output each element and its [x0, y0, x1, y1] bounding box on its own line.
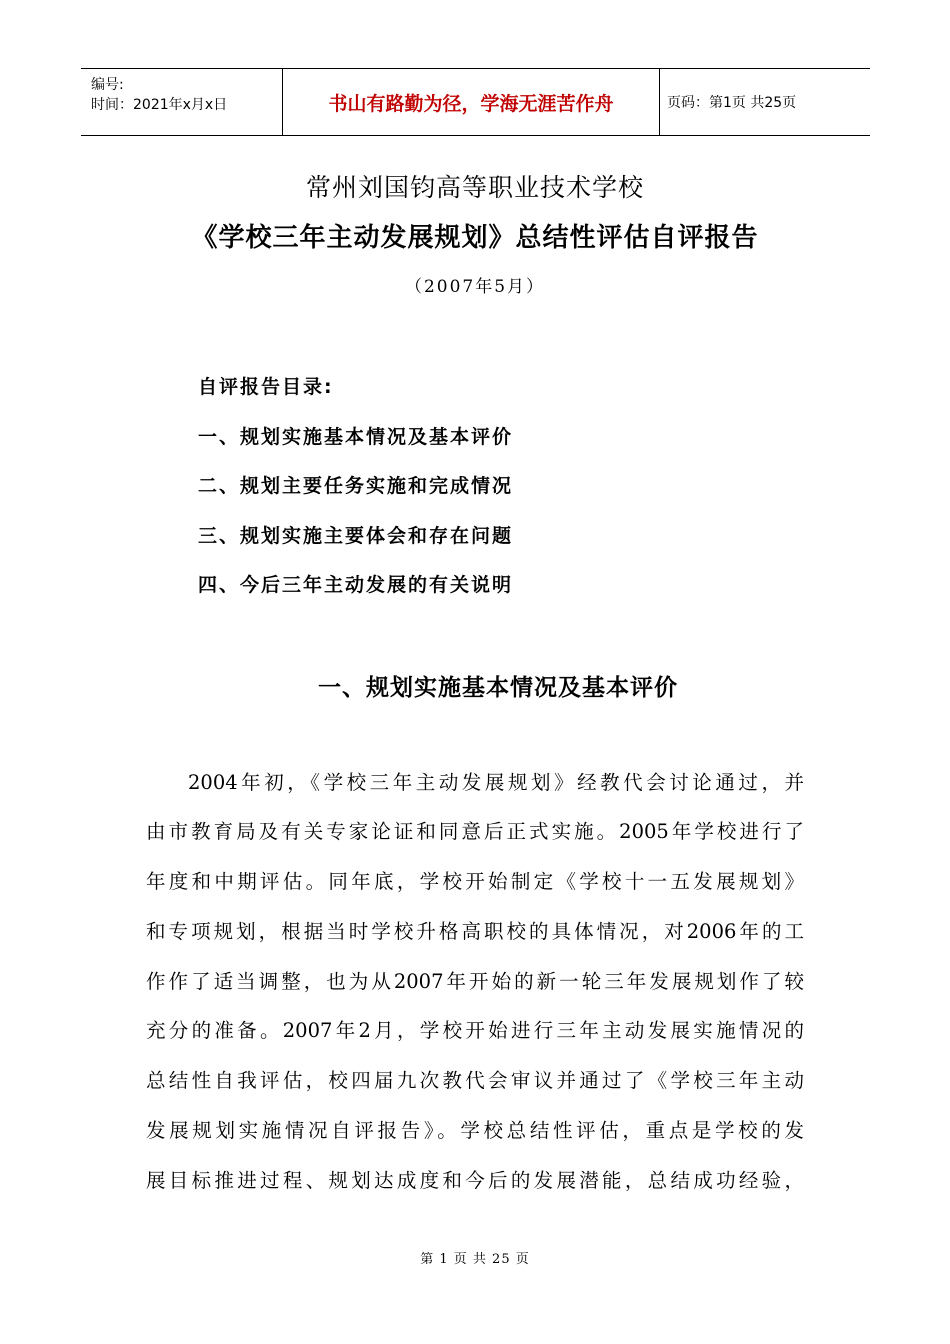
header-page-info: 页码：第1页 共25页	[667, 95, 797, 111]
page-footer: 第 1 页 共 25 页	[420, 1252, 530, 1267]
page-header	[81, 68, 870, 136]
document-title: 《学校三年主动发展规划》总结性评估自评报告	[191, 223, 759, 253]
paragraph-line: 2004年初，《学校三年主动发展规划》经教代会讨论通过，并	[188, 771, 804, 794]
school-name: 常州刘国钧高等职业技术学校	[305, 173, 644, 202]
paragraph-line: 作作了适当调整，也为从2007年开始的新一轮三年发展规划作了较	[146, 970, 804, 993]
toc-item: 四、今后三年主动发展的有关说明	[198, 574, 514, 596]
header-meta	[81, 69, 281, 135]
paragraph-line: 和专项规划，根据当时学校升格高职校的具体情况，对2006年的工	[146, 920, 804, 943]
toc-item: 三、规划实施主要体会和存在问题	[198, 525, 514, 547]
paragraph-line: 年度和中期评估。同年底，学校开始制定《学校十一五发展规划》	[146, 870, 804, 893]
paragraph-line: 展目标推进过程、规划达成度和今后的发展潜能，总结成功经验，	[146, 1169, 804, 1192]
paragraph-line: 发展规划实施情况自评报告》。学校总结性评估，重点是学校的发	[146, 1119, 804, 1142]
toc-item: 二、规划主要任务实施和完成情况	[198, 475, 514, 497]
number-label: 编号:	[91, 77, 124, 93]
section-title: 一、规划实施基本情况及基本评价	[318, 675, 678, 701]
paragraph-line: 充分的准备。2007年2月，学校开始进行三年主动发展实施情况的	[146, 1019, 804, 1042]
header-motto: 书山有路勤为径，学海无涯苦作舟	[282, 69, 660, 135]
report-date: （2007年5月）	[404, 277, 546, 297]
time-label: 时间：2021年x月x日	[91, 97, 228, 113]
paragraph-line: 总结性自我评估，校四届九次教代会审议并通过了《学校三年主动	[146, 1069, 804, 1092]
paragraph-line: 由市教育局及有关专家论证和同意后正式实施。2005年学校进行了	[146, 820, 804, 843]
toc-heading: 自评报告目录:	[198, 376, 334, 398]
toc-item: 一、规划实施基本情况及基本评价	[198, 426, 514, 448]
